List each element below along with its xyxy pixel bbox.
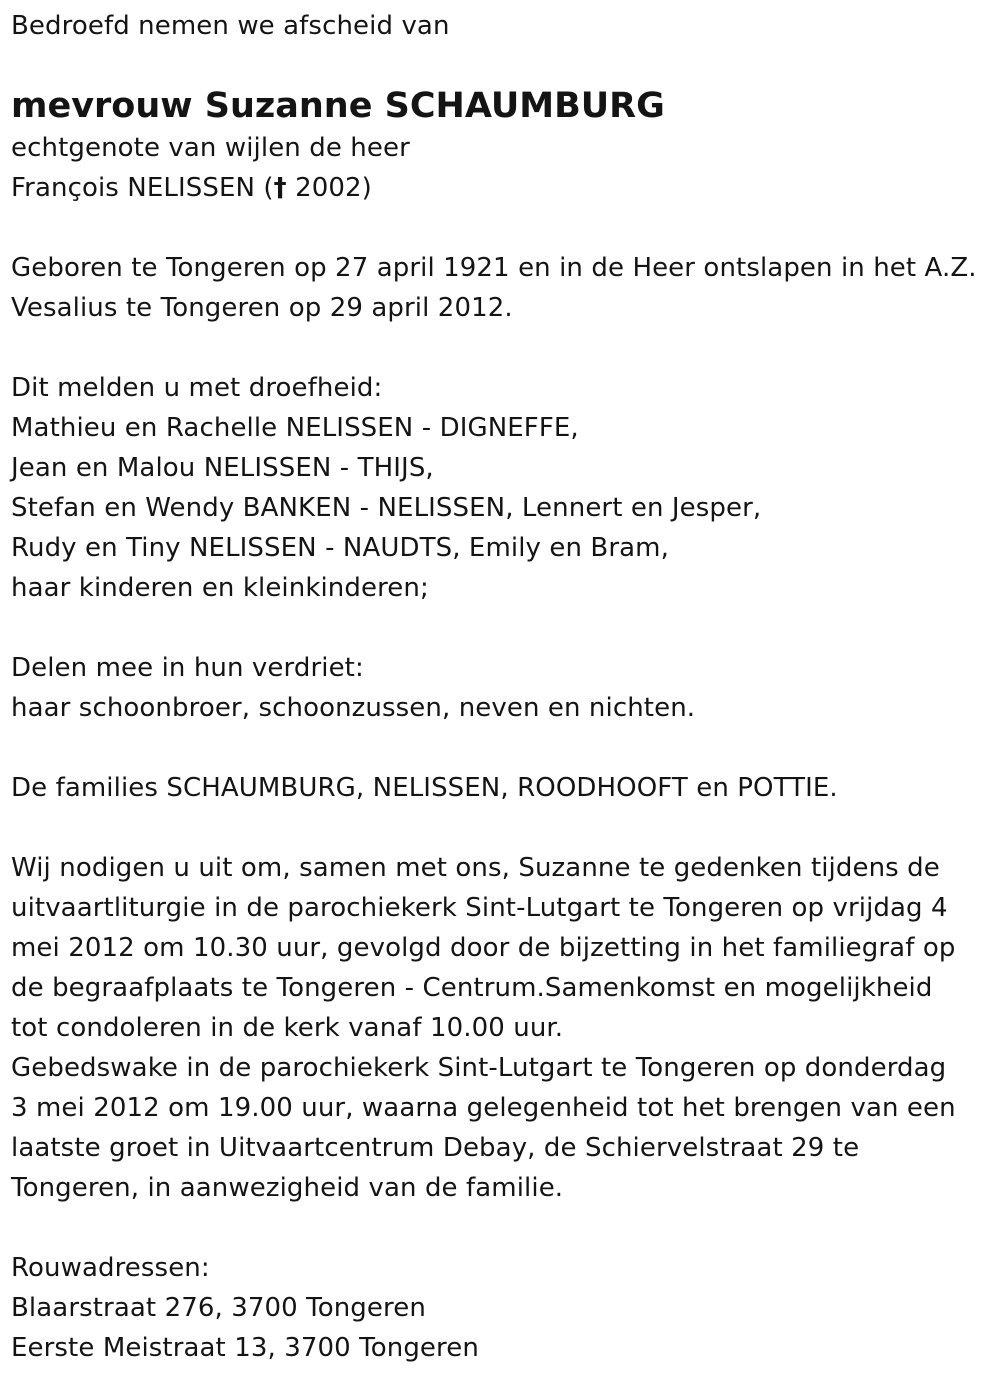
family-member: Rudy en Tiny NELISSEN - NAUDTS, Emily en Bram, xyxy=(11,533,669,563)
ceremony-line: tot condoleren in de kerk vanaf 10.00 uur. xyxy=(11,1013,564,1043)
ceremony-line: de begraafplaats te Tongeren - Centrum.Samenkomst en mogelijkheid xyxy=(11,973,933,1003)
ceremony-line: uitvaartliturgie in de parochiekerk Sint-Lutgart te Tongeren op vrijdag 4 xyxy=(11,893,948,923)
cross-icon: † xyxy=(273,173,287,203)
spouse-name-line xyxy=(11,168,1000,208)
address-item: Eerste Meistraat 13, 3700 Tongeren xyxy=(11,1333,479,1363)
spouse-name: François NELISSEN ( xyxy=(11,173,274,203)
family-member: Mathieu en Rachelle NELISSEN - DIGNEFFE, xyxy=(11,413,579,443)
family-member: Jean en Malou NELISSEN - THIJS, xyxy=(11,453,434,483)
spacer xyxy=(11,608,1000,648)
family-heading: Dit melden u met droefheid: xyxy=(11,373,383,403)
spacer xyxy=(11,328,1000,368)
ceremony-line: Gebedswake in de parochiekerk Sint-Lutgart te Tongeren op donderdag xyxy=(11,1053,947,1083)
family-member: Stefan en Wendy BANKEN - NELISSEN, Lennert en Jesper, xyxy=(11,493,762,523)
spacer xyxy=(11,808,1000,848)
spacer xyxy=(11,728,1000,768)
family-member: haar kinderen en kleinkinderen; xyxy=(11,573,429,603)
ceremony-line: Wij nodigen u uit om, samen met ons, Suzanne te gedenken tijdens de xyxy=(11,853,940,883)
ceremony-line: Tongeren, in aanwezigheid van de familie. xyxy=(11,1173,564,1203)
spacer xyxy=(11,208,1000,248)
spouse-intro-text: echtgenote van wijlen de heer xyxy=(11,133,410,163)
spacer xyxy=(11,1208,1000,1248)
families-line: De families SCHAUMBURG, NELISSEN, ROODHOOFT en POTTIE. xyxy=(11,773,838,803)
sharing-line: haar schoonbroer, schoonzussen, neven en nichten. xyxy=(11,693,696,723)
ceremony-line: laatste groet in Uitvaartcentrum Debay, de Schiervelstraat 29 te xyxy=(11,1133,860,1163)
spouse-death-year: 2002) xyxy=(286,173,372,203)
ceremony-line: 3 mei 2012 om 19.00 uur, waarna gelegenheid tot het brengen van een xyxy=(11,1093,956,1123)
intro-text: Bedroefd nemen we afscheid van xyxy=(11,11,450,41)
ceremony-line: mei 2012 om 10.30 uur, gevolgd door de bijzetting in het familiegraf op xyxy=(11,933,956,963)
deceased-name: mevrouw Suzanne SCHAUMBURG xyxy=(11,86,665,126)
addresses-heading: Rouwadressen: xyxy=(11,1253,210,1283)
birth-line-2: Vesalius te Tongeren op 29 april 2012. xyxy=(11,293,513,323)
sharing-heading: Delen mee in hun verdriet: xyxy=(11,653,364,683)
birth-line-1: Geboren te Tongeren op 27 april 1921 en in de Heer ontslapen in het A.Z. xyxy=(11,253,977,283)
address-item: Blaarstraat 276, 3700 Tongeren xyxy=(11,1293,426,1323)
